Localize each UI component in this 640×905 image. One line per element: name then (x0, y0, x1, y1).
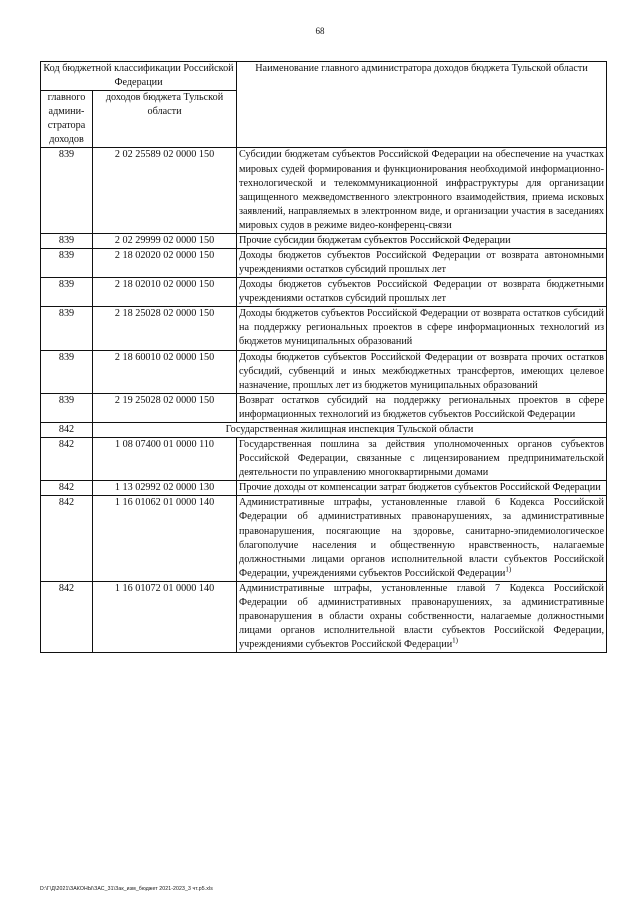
income-column-header: доходов бюджета Тульской области (93, 91, 237, 148)
income-name-text: Доходы бюджетов субъектов Российской Федерации от возврата прочих остатков субсидий, субвенций и иных межбюджетных трансфертов, имеющих целевое назначение, прошлых лет из бюджетов муниципальных образований (239, 351, 604, 391)
table-row (41, 307, 607, 350)
table-row (41, 438, 607, 481)
admin-code-cell: 839 (41, 307, 93, 350)
section-title-cell: Государственная жилищная инспекция Тульской области (93, 422, 607, 437)
name-group-header: Наименование главного администратора доходов бюджета Тульской области (237, 62, 607, 148)
admin-code-cell: 839 (41, 148, 93, 233)
income-code-cell: 2 18 25028 02 0000 150 (93, 307, 237, 350)
income-code-cell: 2 18 60010 02 0000 150 (93, 350, 237, 393)
admin-code-cell: 842 (41, 422, 93, 437)
admin-code-cell: 842 (41, 481, 93, 496)
admin-column-header: главного админи-стратора доходов (41, 91, 93, 148)
income-code-cell: 1 16 01062 01 0000 140 (93, 496, 237, 581)
table-row (41, 496, 607, 581)
admin-code-cell: 839 (41, 350, 93, 393)
income-code-cell: 2 18 02010 02 0000 150 (93, 278, 237, 307)
admin-code-cell: 839 (41, 249, 93, 278)
income-code-cell: 1 13 02992 02 0000 130 (93, 481, 237, 496)
income-name-cell (237, 307, 607, 350)
table-row (41, 233, 607, 248)
income-name-cell (237, 278, 607, 307)
footnote-marker: 1) (505, 565, 512, 574)
page-number: 68 (315, 26, 325, 36)
income-code-cell: 2 18 02020 02 0000 150 (93, 249, 237, 278)
income-name-cell (237, 581, 607, 652)
income-name-text: Административные штрафы, установленные главой 7 Кодекса Российской Федерации об административных правонарушениях, за административные правонарушения в области охраны собственности, налагаемые должностными лицами органов исполнительной власти субъектов Российской Федерации, учреждениями субъектов Российской Федерации (239, 582, 604, 651)
admin-code-cell: 839 (41, 233, 93, 248)
income-name-cell (237, 249, 607, 278)
code-group-header: Код бюджетной классификации Российской Федерации (41, 62, 237, 91)
income-name-text: Доходы бюджетов субъектов Российской Федерации от возврата остатков субсидий на поддержку региональных проектов в сфере информационных технологий из бюджетов муниципальных образований (239, 308, 604, 348)
table-row (41, 581, 607, 652)
table-row (41, 350, 607, 393)
income-name-cell (237, 350, 607, 393)
admin-code-cell: 839 (41, 393, 93, 422)
table-row (41, 481, 607, 496)
income-name-cell (237, 438, 607, 481)
income-name-text: Доходы бюджетов субъектов Российской Федерации от возврата автономными учреждениями остатков субсидий прошлых лет (239, 250, 604, 276)
income-code-cell: 1 08 07400 01 0000 110 (93, 438, 237, 481)
revenue-administrators-table (40, 61, 607, 653)
income-name-cell (237, 233, 607, 248)
footnote-marker: 1) (452, 636, 458, 645)
table-row (41, 393, 607, 422)
table-row (41, 148, 607, 233)
table-row (41, 249, 607, 278)
section-row (41, 422, 607, 437)
admin-code-cell: 839 (41, 278, 93, 307)
admin-code-cell: 842 (41, 581, 93, 652)
admin-code-cell: 842 (41, 438, 93, 481)
income-code-cell: 2 02 29999 02 0000 150 (93, 233, 237, 248)
income-code-cell: 2 19 25028 02 0000 150 (93, 393, 237, 422)
admin-code-cell: 842 (41, 496, 93, 581)
income-name-text: Прочие субсидии бюджетам субъектов Российской Федерации (239, 234, 511, 246)
income-name-text: Административные штрафы, установленные главой 6 Кодекса Российской Федерации об административных правонарушениях, за административные правонарушения, посягающие на здоровье, санитарно-эпидемиологическое благополучие населения и общественную нравственность, налагаемые должностными лицами органов исполнительной власти субъектов Российской Федерации, учреждениями субъектов Российской Федерации (239, 497, 604, 579)
income-code-cell: 1 16 01072 01 0000 140 (93, 581, 237, 652)
income-name-text: Субсидии бюджетам субъектов Российской Федерации на обеспечение на участках мировых судей формирования и функционирования необходимой информационно-технологической и телекоммуникационной инфраструктуры для организации защищенного межведомственного электронного взаимодействия, приема исковых заявлений, направляемых в электронном виде, и организации участия в заседаниях мировых судов в режиме видео-конференц-связи (239, 149, 604, 231)
income-name-cell (237, 148, 607, 233)
income-name-cell (237, 393, 607, 422)
income-name-text: Возврат остатков субсидий на поддержку региональных проектов в сфере информационных технологий из бюджетов субъектов Российской Федерации (239, 394, 604, 420)
table-row (41, 278, 607, 307)
income-name-text: Доходы бюджетов субъектов Российской Федерации от возврата бюджетными учреждениями остатков субсидий прошлых лет (239, 279, 604, 305)
income-name-text: Прочие доходы от компенсации затрат бюджетов субъектов Российской Федерации (239, 482, 601, 494)
income-name-cell (237, 496, 607, 581)
income-code-cell: 2 02 25589 02 0000 150 (93, 148, 237, 233)
income-name-text: Государственная пошлина за действия уполномоченных органов субъектов Российской Федерации, связанные с лицензированием предпринимательской деятельности по управлению многоквартирными домами (239, 439, 604, 479)
income-name-cell (237, 481, 607, 496)
file-path-footer: D:\Г\Д\2021\ЗАКОНЫ\ЗАС_31\Зак_изм_бюджет 2021-2023_3 чт.р5.xls (40, 886, 213, 892)
